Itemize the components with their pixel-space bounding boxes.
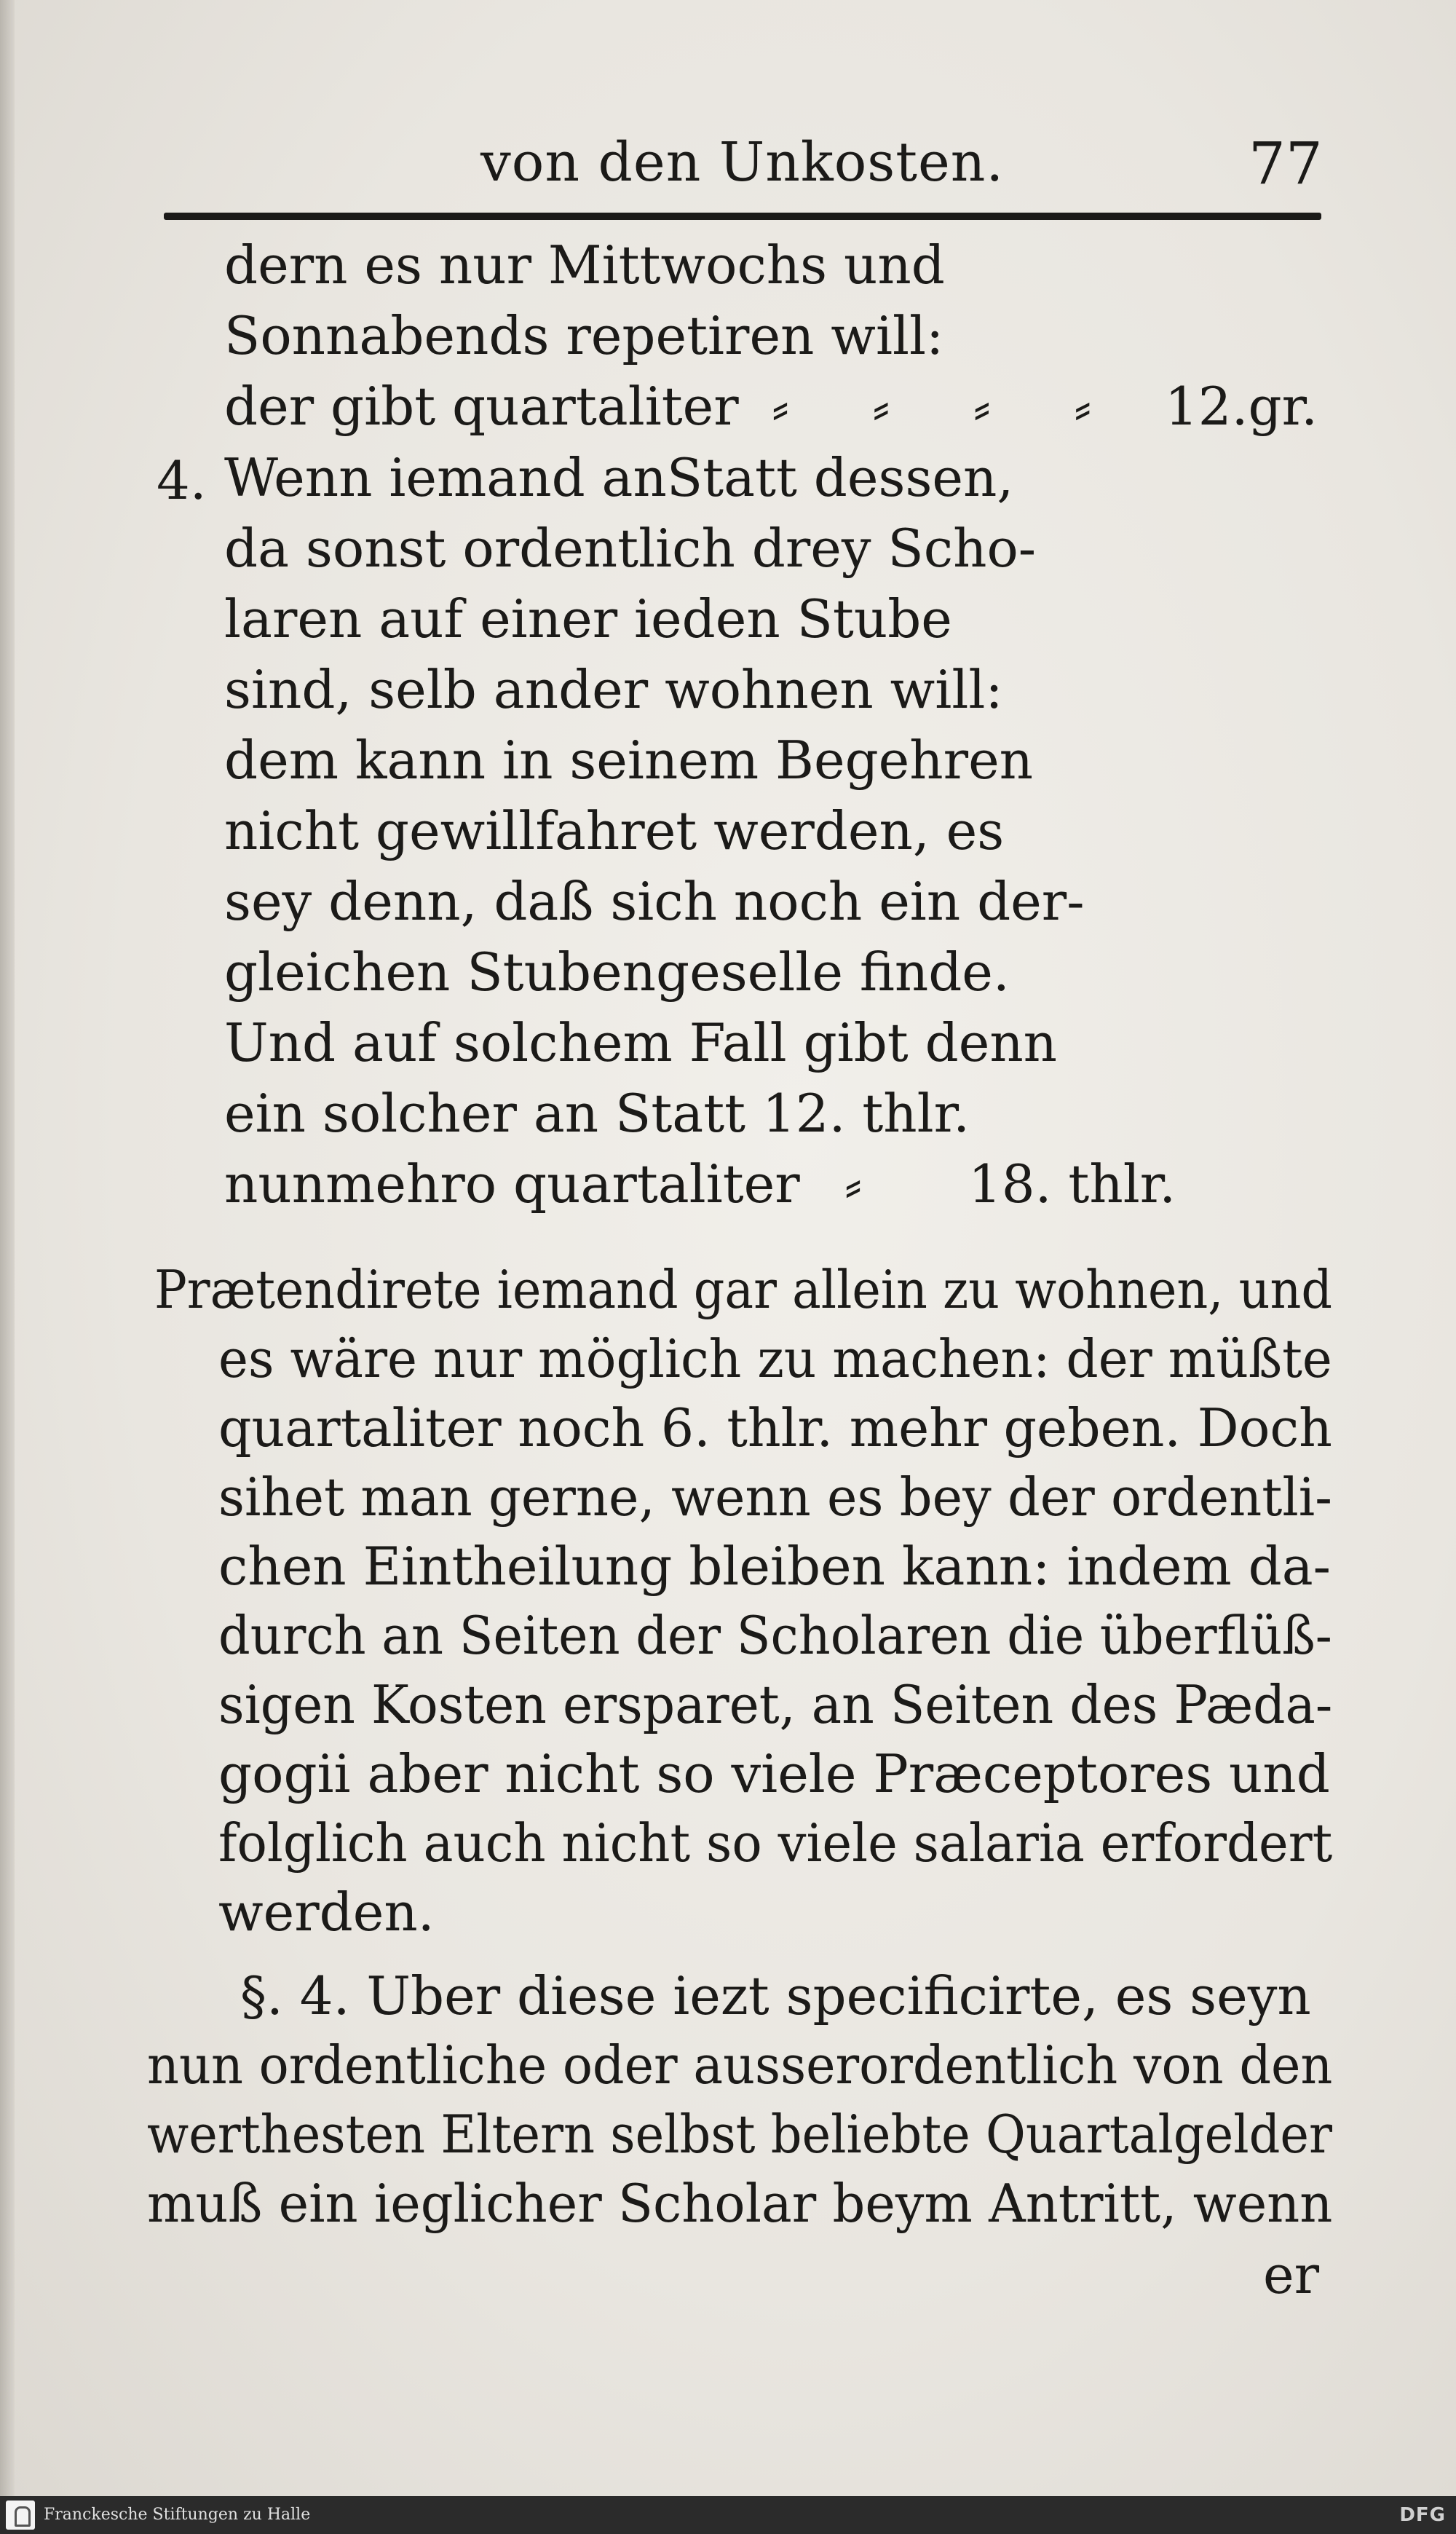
text-line: der gibt quartaliter (224, 376, 739, 437)
page-gutter-shadow (0, 0, 15, 2496)
catchword: er (1263, 2244, 1320, 2305)
text-line: nun ordentliche oder ausserordentlich von den (147, 2034, 1333, 2096)
text-line: ein solcher an Statt 12. thlr. (224, 1083, 970, 1144)
text-line: quartaliter noch 6. thlr. mehr geben. Doch (218, 1397, 1332, 1459)
text-line: gleichen Stubengeselle finde. (224, 942, 1010, 1003)
institution-name: Franckesche Stiftungen zu Halle (44, 2506, 311, 2524)
text-line: sey denn, daß sich noch ein der- (224, 871, 1085, 932)
viewer-footer-bar (0, 2496, 1456, 2534)
text-line: §. 4. Uber diese iezt specificirte, es seyn (240, 1965, 1311, 2026)
text-line: Wenn iemand anStatt dessen, (224, 447, 1014, 508)
text-line: chen Eintheilung bleiben kann: indem da- (218, 1536, 1331, 1597)
institution-logo-icon (6, 2501, 35, 2530)
text-line: sigen Kosten ersparet, an Seiten des Pæda- (218, 1674, 1333, 1735)
amount: 12.gr. (1165, 376, 1318, 437)
text-line: dem kann in seinem Begehren (224, 730, 1034, 791)
header-rule (164, 213, 1321, 220)
text-line: gogii aber nicht so viele Præceptores und (218, 1743, 1330, 1804)
page-number: 77 (1249, 130, 1323, 197)
text-line: sihet man gerne, wenn es bey der ordentli- (218, 1467, 1332, 1528)
text-line: es wäre nur möglich zu machen: der müßte (218, 1328, 1332, 1389)
text-line: Sonnabends repetiren will: (224, 305, 944, 366)
text-line: werden. (218, 1882, 435, 1943)
text-line: laren auf einer ieden Stube (224, 588, 952, 650)
text-line: werthesten Eltern selbst beliebte Quartalgelder (147, 2104, 1332, 2165)
dfg-logo: DFG (1399, 2504, 1446, 2526)
text-line: durch an Seiten der Scholaren die überflüß- (218, 1605, 1332, 1666)
text-line: sind, selb ander wohnen will: (224, 659, 1003, 720)
running-head: von den Unkosten. (480, 131, 1004, 194)
item-number: 4. (157, 450, 207, 511)
text-line: Und auf solchem Fall gibt denn (224, 1012, 1058, 1073)
text-line: dern es nur Mittwochs und (224, 234, 945, 296)
text-line: nunmehro quartaliter (224, 1153, 800, 1215)
text-line: da sonst ordentlich drey Scho- (224, 518, 1037, 579)
text-line: Prætendirete iemand gar allein zu wohnen, und (154, 1259, 1332, 1320)
dot-leader: ⸗ (844, 1153, 862, 1215)
amount: 18. thlr. (968, 1153, 1176, 1215)
text-line: muß ein ieglicher Scholar beym Antritt, wenn (147, 2173, 1333, 2234)
text-line: nicht gewillfahret werden, es (224, 800, 1005, 861)
dot-leader: ⸗ ⸗ ⸗ ⸗ (772, 376, 1092, 437)
text-line: folglich auch nicht so viele salaria erfordert (218, 1812, 1333, 1874)
